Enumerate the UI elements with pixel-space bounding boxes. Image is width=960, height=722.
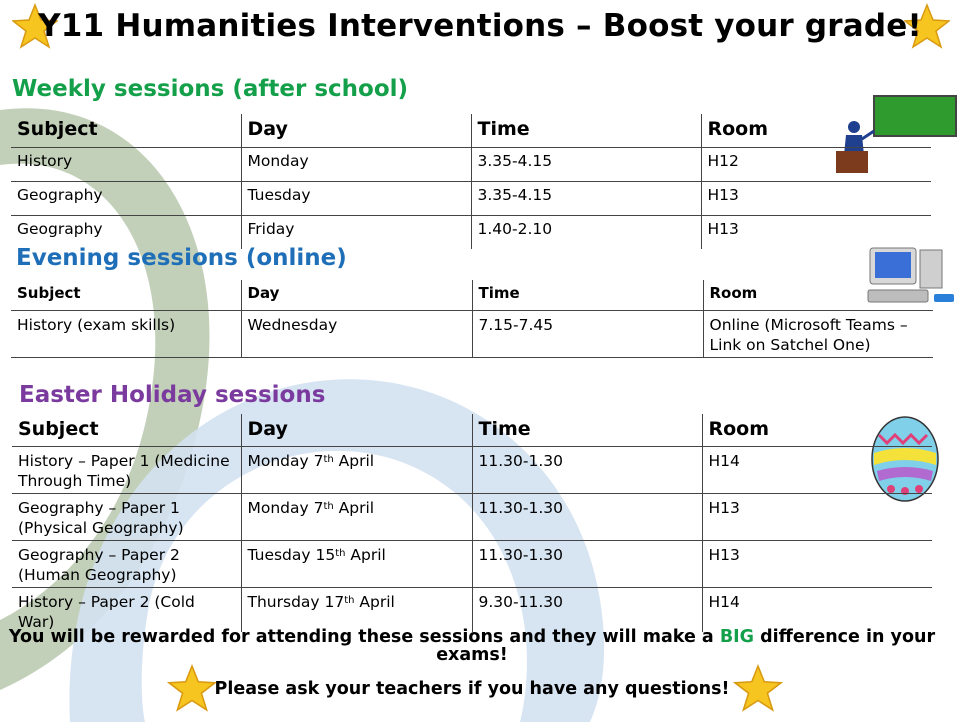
table-cell: 3.35-4.15 [471,182,701,216]
column-header: Time [472,280,703,311]
table-cell [241,494,472,541]
evening-table [11,280,933,358]
table-cell: H14 [702,588,932,633]
day-suffix: th [323,501,334,512]
weekly-heading: Weekly sessions (after school) [12,76,409,102]
day-suffix: th [335,548,346,559]
table-cell [241,588,472,633]
table-cell [241,541,472,588]
table-cell: 11.30-1.30 [472,494,702,541]
table-cell [241,447,472,494]
table-cell: 11.30-1.30 [472,541,702,588]
table-cell: 3.35-4.15 [471,148,701,182]
table-row [11,311,933,358]
column-header: Room [702,414,932,447]
questions-message: Please ask your teachers if you have any questions! [214,679,730,699]
column-header: Time [472,414,702,447]
table-cell: Geography [17,220,103,238]
table-cell: Geography – Paper 2 (Human Geography) [12,541,241,588]
column-header: Day [241,280,472,311]
day-text: Monday 7 [247,452,324,470]
column-header: Subject [11,280,241,311]
table-cell: 1.40-2.10 [471,216,701,250]
table-cell: History (exam skills) [11,311,241,358]
table-row [11,148,931,182]
weekly-table [11,114,931,249]
table-cell: History [11,148,241,182]
column-header: Room [703,280,933,311]
day-month: April [345,546,386,564]
table-cell: H12 [701,148,931,182]
table-cell: 7.15-7.45 [472,311,703,358]
table-cell: H13 [701,182,931,216]
column-header: Room [701,114,931,148]
reward-message [0,628,944,664]
table-cell: History – Paper 1 (Medicine Through Time) [12,447,241,494]
table-row [12,447,932,494]
day-suffix: th [323,454,334,465]
evening-heading: Evening sessions (online) [16,245,347,271]
column-header: Subject [11,114,241,148]
table-cell: Geography [11,182,241,216]
day-month: April [354,593,395,611]
column-header: Day [241,414,472,447]
day-text: Thursday 17 [247,593,345,611]
easter-table [12,414,932,632]
table-cell: H14 [702,447,932,494]
table-header-row [11,280,933,311]
page-title: Y11 Humanities Interventions – Boost your grade! [38,8,922,44]
table-header-row [12,414,932,447]
table-cell: H13 [702,494,932,541]
table-cell: Tuesday [241,182,471,216]
table-cell: 11.30-1.30 [472,447,702,494]
day-text: Monday 7 [247,499,324,517]
reward-text: You will be rewarded for attending these sessions and they will make a [8,627,720,647]
table-row [12,494,932,541]
table-header-row [11,114,931,148]
table-cell: Wednesday [241,311,472,358]
column-header: Day [241,114,471,148]
table-row [11,182,931,216]
table-cell: History – Paper 2 (Cold War) [18,593,195,631]
table-cell: 9.30-11.30 [472,588,702,633]
day-text: Tuesday 15 [247,546,336,564]
column-header: Time [471,114,701,148]
table-row [12,588,932,633]
table-cell: Monday [241,148,471,182]
table-row [12,541,932,588]
big-word: BIG [719,627,755,647]
table-cell: Online (Microsoft Teams – Link on Satchel One) [703,311,933,358]
column-header: Subject [12,414,241,447]
day-suffix: th [344,595,355,606]
easter-heading: Easter Holiday sessions [19,382,326,408]
reward-text-end: difference in your exams! [436,627,936,665]
day-month: April [333,452,375,470]
day-month: April [333,499,375,517]
table-cell: H13 [702,541,932,588]
table-row [11,216,931,250]
table-cell: Geography – Paper 1 (Physical Geography) [12,494,241,541]
table-cell: H13 [701,216,931,250]
table-cell: Friday [241,216,471,250]
